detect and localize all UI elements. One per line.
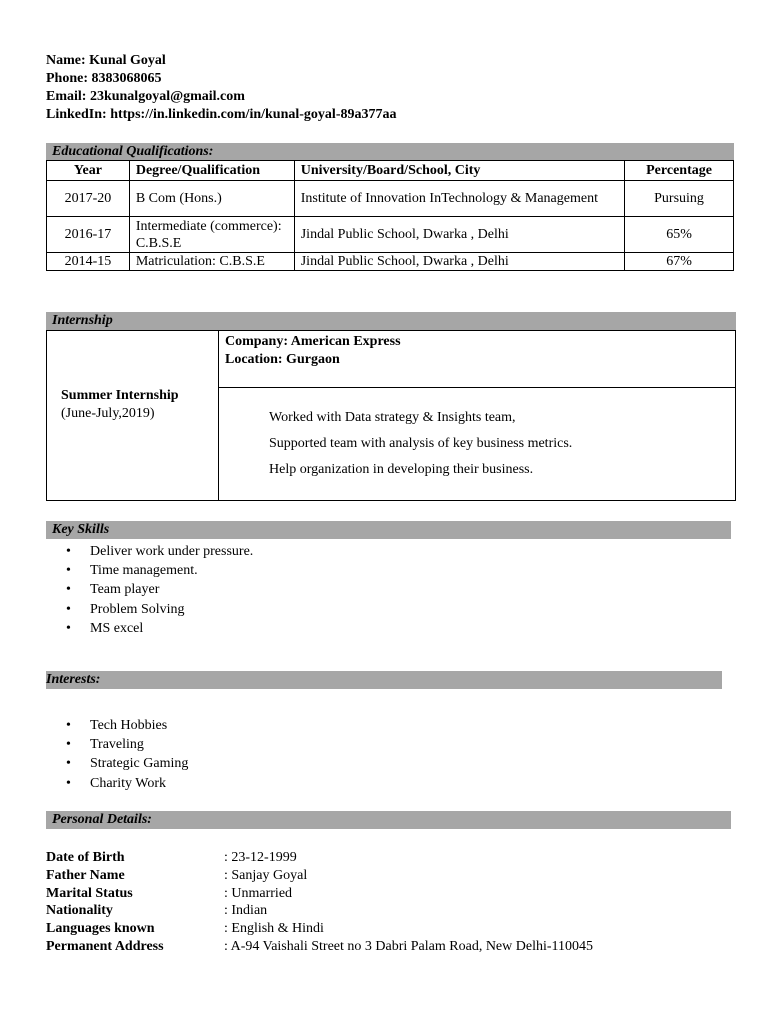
list-item: • Charity Work	[46, 774, 188, 793]
detail-row	[46, 938, 593, 956]
cell-percentage: 67%	[625, 253, 734, 271]
detail-value: : 23-12-1999	[224, 850, 297, 865]
internship-point: Worked with Data strategy & Insights team,	[269, 410, 516, 425]
detail-key: Nationality	[46, 903, 113, 919]
detail-value: : Indian	[224, 903, 268, 919]
detail-key: Permanent Address	[46, 938, 164, 954]
detail-key: Languages known	[46, 921, 155, 937]
list-item: • Deliver work under pressure.	[46, 542, 253, 561]
cell-percentage: Pursuing	[625, 181, 734, 217]
detail-key: Father Name	[46, 867, 125, 883]
cell-school: Institute of Innovation InTechnology & Management	[294, 181, 624, 217]
detail-row	[46, 849, 593, 867]
cell-percentage: 65%	[625, 217, 734, 253]
cell-year: 2017-20	[47, 181, 130, 217]
detail-value: : A-94 Vaishali Street no 3 Dabri Palam Road, New Delhi-110045	[224, 938, 593, 954]
internship-title: Summer Internship	[61, 388, 179, 403]
internship-box	[46, 330, 736, 501]
cell-degree: Intermediate (commerce): C.B.S.E	[129, 217, 294, 253]
list-item: • Team player	[46, 580, 253, 599]
contact-phone: Phone: 8383068065	[46, 71, 162, 86]
table-row	[47, 181, 734, 217]
internship-points	[269, 405, 572, 483]
education-heading: Educational Qualifications:	[46, 143, 734, 161]
internship-left-column	[47, 331, 219, 500]
internship-company: Company: American Express	[225, 334, 401, 349]
interests-list	[46, 716, 188, 793]
detail-row	[46, 920, 593, 938]
cell-school: Jindal Public School, Dwarka , Delhi	[294, 253, 624, 271]
column-header-school: University/Board/School, City	[294, 161, 624, 181]
cell-degree: B Com (Hons.)	[129, 181, 294, 217]
contact-name: Name: Kunal Goyal	[46, 53, 166, 68]
list-item: • Tech Hobbies	[46, 716, 188, 735]
detail-row	[46, 885, 593, 903]
skills-list	[46, 542, 253, 638]
contact-block	[46, 52, 396, 124]
cell-degree: Matriculation: C.B.S.E	[129, 253, 294, 271]
internship-period: (June-July,2019)	[61, 406, 155, 421]
list-item: • Time management.	[46, 561, 253, 580]
detail-row	[46, 902, 593, 920]
cell-year: 2014-15	[47, 253, 130, 271]
personal-details	[46, 849, 593, 956]
detail-key: Date of Birth	[46, 850, 125, 865]
list-item: • Strategic Gaming	[46, 754, 188, 773]
internship-point: Supported team with analysis of key business metrics.	[269, 436, 573, 451]
detail-row	[46, 867, 593, 885]
detail-value: : Sanjay Goyal	[224, 867, 308, 883]
column-header-degree: Degree/Qualification	[129, 161, 294, 181]
internship-point: Help organization in developing their business.	[269, 462, 534, 477]
detail-value: : English & Hindi	[224, 921, 324, 937]
list-item: • Problem Solving	[46, 600, 253, 619]
list-item: • Traveling	[46, 735, 188, 754]
internship-company-block	[219, 331, 735, 388]
contact-linkedin: LinkedIn: https://in.linkedin.com/in/kunal-goyal-89a377aa	[46, 107, 397, 122]
cell-school: Jindal Public School, Dwarka , Delhi	[294, 217, 624, 253]
list-item: • MS excel	[46, 619, 253, 638]
contact-email: Email: 23kunalgoyal@gmail.com	[46, 89, 245, 104]
personal-heading: Personal Details:	[46, 811, 731, 829]
internship-location: Location: Gurgaon	[225, 352, 340, 367]
table-row	[47, 217, 734, 253]
skills-heading: Key Skills	[46, 521, 731, 539]
detail-value: : Unmarried	[224, 885, 293, 901]
internship-heading: Internship	[46, 312, 736, 330]
education-header-row	[47, 161, 734, 181]
detail-key: Marital Status	[46, 885, 133, 901]
interests-heading: Interests:	[46, 671, 722, 689]
column-header-percentage: Percentage	[625, 161, 734, 181]
education-table	[46, 160, 734, 271]
table-row	[47, 253, 734, 271]
cell-year: 2016-17	[47, 217, 130, 253]
column-header-year: Year	[47, 161, 130, 181]
